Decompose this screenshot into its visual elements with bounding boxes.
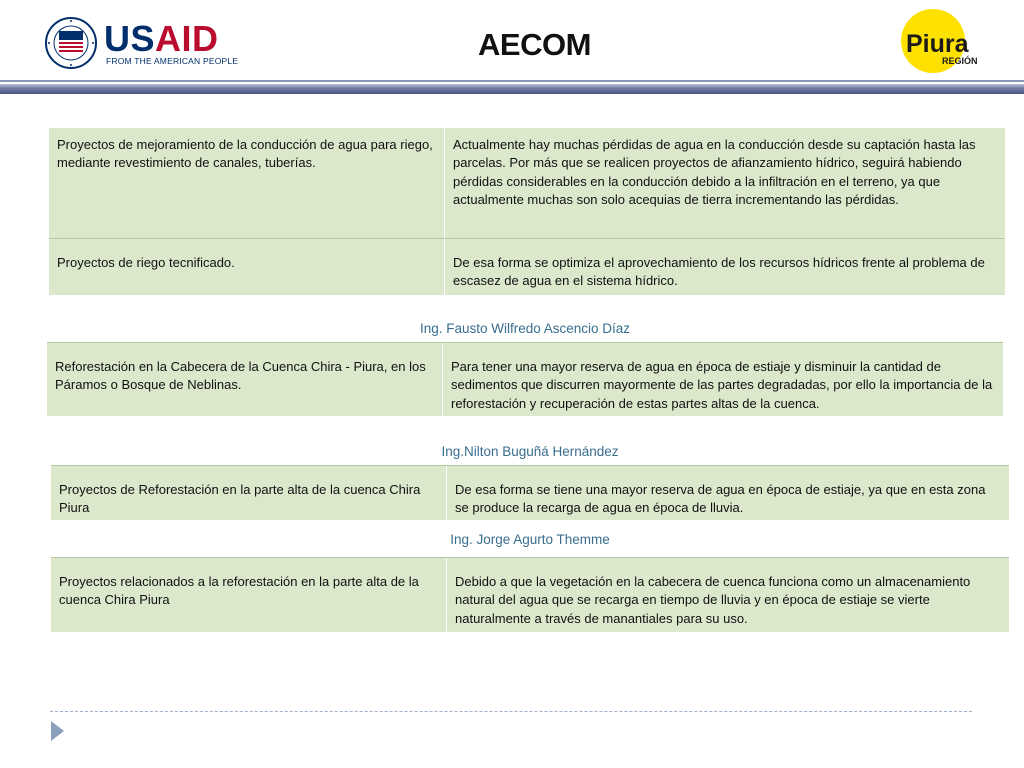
header-divider-thin	[0, 80, 1024, 82]
aecom-logo: AECOM	[478, 27, 591, 62]
usaid-wordmark-aid: AID	[155, 18, 219, 59]
usaid-seal-logo	[45, 17, 97, 69]
project-cell: Proyectos de Reforestación en la parte alta de la cuenca Chira Piura	[51, 466, 447, 520]
next-slide-arrow-icon[interactable]	[51, 721, 64, 741]
table-row	[49, 239, 1005, 295]
slide-header	[0, 0, 1024, 100]
table-row	[51, 558, 1009, 632]
table-row	[51, 466, 1009, 520]
engineer-name: Ing. Fausto Wilfredo Ascencio Díaz	[419, 321, 631, 336]
piura-subtitle: REGIÓN	[942, 56, 978, 66]
project-cell: Proyectos de riego tecnificado.	[49, 239, 445, 295]
engineer-row	[51, 427, 1009, 465]
projects-table-2	[47, 306, 1003, 416]
header-divider-band	[0, 84, 1024, 94]
usaid-tagline: FROM THE AMERICAN PEOPLE	[106, 56, 239, 66]
table-row	[47, 343, 1003, 416]
engineer-name: Ing.Nilton Buguñá Hernández	[441, 444, 619, 459]
project-cell: Reforestación en la Cabecera de la Cuenca Chira - Piura, en los Páramos o Bosque de Neblinas.	[47, 343, 443, 416]
reason-cell: De esa forma se optimiza el aprovechamiento de los recursos hídricos frente al problema de escasez de agua en el sistema hídrico.	[453, 255, 985, 289]
usaid-wordmark-us: US	[104, 18, 156, 59]
reason-cell: Actualmente hay muchas pérdidas de agua en la conducción desde su captación hasta las parcelas. Por más que se realicen proyectos de afianzamiento hídrico, seguirá habiendo pérdidas considerables en la conducción debido a la infiltración en el terreno, ya que actualmente muchas son solo acequias de tierra incrementando las pérdidas.	[453, 137, 976, 207]
engineer-row	[47, 306, 1003, 342]
project-cell: Proyectos relacionados a la reforestación en la parte alta de la cuenca Chira Piura	[51, 558, 447, 632]
projects-table-3	[51, 427, 1009, 632]
footer-dashed-line	[50, 711, 972, 712]
usaid-wordmark	[104, 20, 219, 58]
reason-cell: Debido a que la vegetación en la cabecera de cuenca funciona como un almacenamiento natural del agua que se recarga en tiempo de lluvia y en época de estiaje se vierte naturalmente a través de manantiales para su uso.	[455, 574, 971, 626]
project-cell: Proyectos de mejoramiento de la conducción de agua para riego, mediante revestimiento de canales, tuberías.	[49, 128, 445, 238]
reason-cell: Para tener una mayor reserva de agua en época de estiaje y disminuir la cantidad de sedimentos que discurren mayormente de las partes degradadas, por ello la importancia de la reforestación y recuperación de estas partes altas de la cuenca.	[451, 359, 993, 411]
projects-table-1	[49, 128, 1005, 295]
engineer-row	[51, 520, 1009, 557]
engineer-name: Ing. Jorge Agurto Themme	[450, 532, 610, 547]
reason-cell: De esa forma se tiene una mayor reserva de agua en época de estiaje, ya que en esta zona se produce la recarga de agua en época de lluvia.	[455, 482, 986, 516]
table-row	[49, 128, 1005, 238]
piura-region-logo	[898, 8, 984, 78]
piura-wordmark: Piura	[906, 30, 969, 58]
